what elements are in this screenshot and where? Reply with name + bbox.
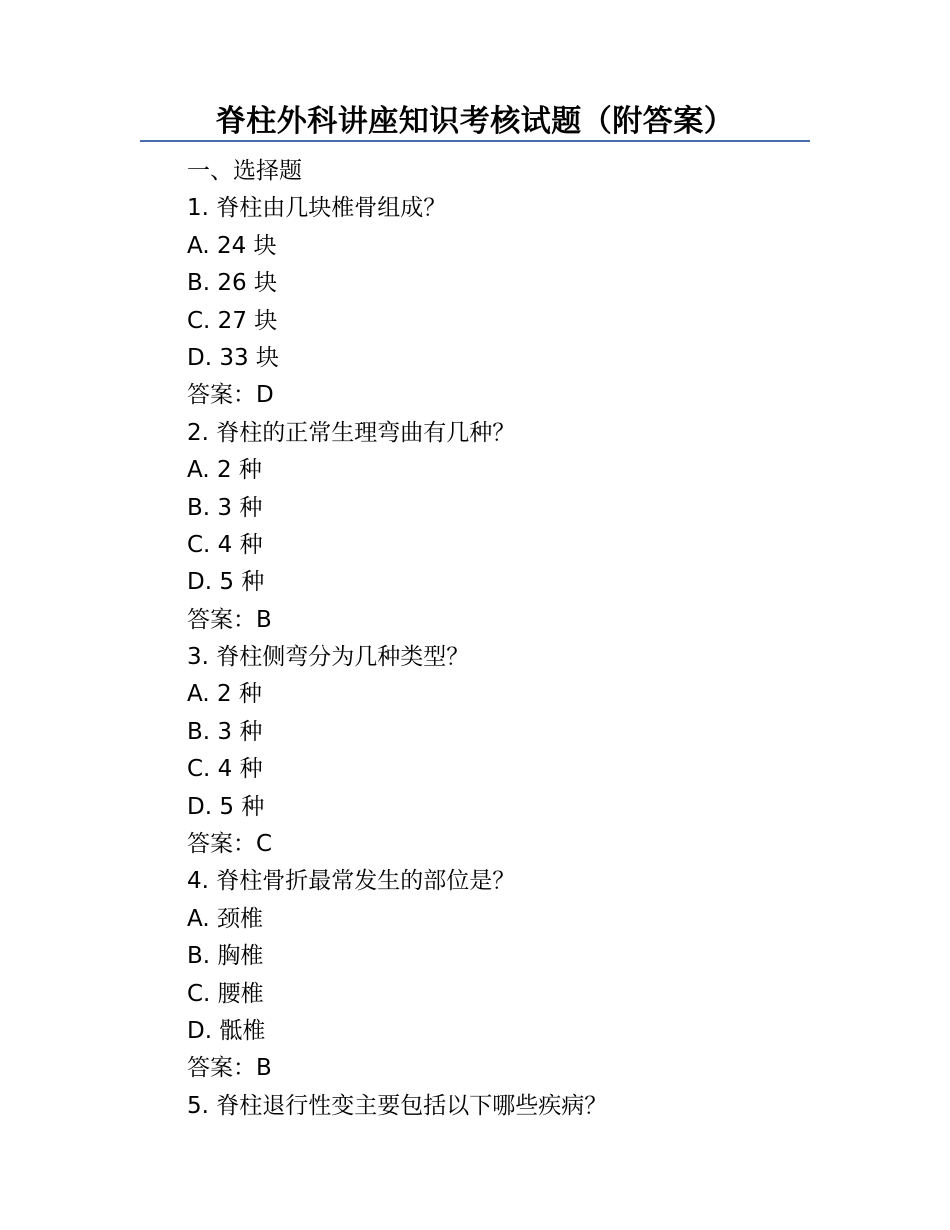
option-a: A. 2 种 — [187, 457, 262, 484]
option-b: B. 胸椎 — [187, 943, 264, 970]
option-c: C. 27 块 — [187, 307, 278, 334]
option-b: B. 26 块 — [187, 270, 277, 297]
option-c: C. 腰椎 — [187, 980, 264, 1007]
option-c: C. 4 种 — [187, 756, 263, 783]
option-d: D. 骶椎 — [187, 1017, 266, 1044]
title-underline — [140, 140, 810, 142]
page-title: 脊柱外科讲座知识考核试题（附答案） — [215, 104, 735, 139]
option-a: A. 2 种 — [187, 681, 262, 708]
document-body — [187, 153, 827, 1125]
option-b: B. 3 种 — [187, 494, 263, 521]
question-3: 3. 脊柱侧弯分为几种类型？ — [187, 644, 470, 671]
option-d: D. 5 种 — [187, 569, 265, 596]
answer-1: 答案：D — [187, 382, 274, 409]
answer-2: 答案：B — [187, 606, 272, 633]
option-b: B. 3 种 — [187, 718, 263, 745]
answer-3: 答案：C — [187, 831, 273, 858]
option-a: A. 24 块 — [187, 232, 277, 259]
question-4: 4. 脊柱骨折最常发生的部位是？ — [187, 868, 516, 895]
option-a: A. 颈椎 — [187, 905, 263, 932]
option-d: D. 33 块 — [187, 344, 279, 371]
title-block — [140, 100, 810, 142]
answer-4: 答案：B — [187, 1055, 272, 1082]
section-heading: 一、选择题 — [187, 158, 302, 184]
option-d: D. 5 种 — [187, 793, 265, 820]
question-2: 2. 脊柱的正常生理弯曲有几种？ — [187, 419, 516, 446]
question-1: 1. 脊柱由几块椎骨组成？ — [187, 195, 447, 222]
question-5: 5. 脊柱退行性变主要包括以下哪些疾病？ — [187, 1092, 608, 1119]
option-c: C. 4 种 — [187, 531, 263, 558]
